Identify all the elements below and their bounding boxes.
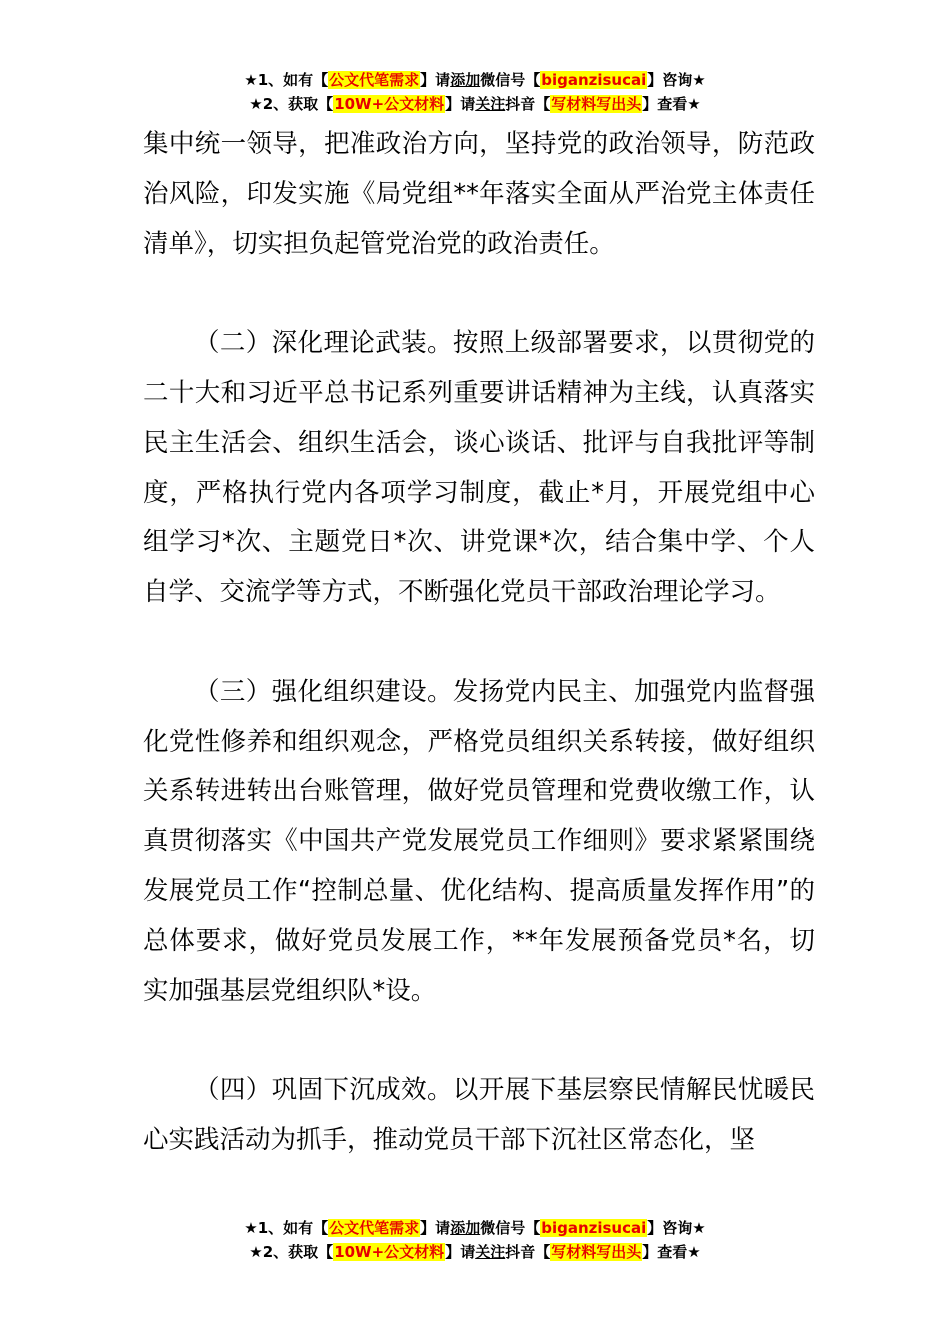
banner-text: ★2、获取【 <box>249 1243 334 1261</box>
banner-text: 微信号【 <box>480 71 541 89</box>
paragraph-organization: （三）强化组织建设。发扬党内民主、加强党内监督强化党性修养和组织观念，严格党员组织关系转接，做好组织关系转进转出台账管理，做好党员管理和党费收缴工作，认真贯彻落实《中国共产党发展党员工作细则》要求紧紧围绕发展党员工作“控制总量、优化结构、提高质量发挥作用”的总体要求，做好党员发展工作，**年发展预备党员*名，切实加强基层党组织队*设。 <box>143 676 815 1006</box>
banner-underlined: 添加 <box>450 71 481 89</box>
paragraph-gap <box>143 269 815 319</box>
banner-line-1 <box>0 68 950 92</box>
banner-highlight: 写材料写出头 <box>551 1243 642 1261</box>
banner-text: 抖音【 <box>505 95 551 113</box>
footer-banner <box>0 1216 950 1264</box>
banner-text: 】请 <box>445 95 476 113</box>
banner-highlight: 公文代笔需求 <box>329 71 420 89</box>
banner-underlined: 关注 <box>475 1243 506 1261</box>
banner-text: 】咨询★ <box>647 71 706 89</box>
banner-line-2 <box>0 92 950 116</box>
banner-text: 微信号【 <box>480 1219 541 1237</box>
banner-text: ★2、获取【 <box>249 95 334 113</box>
banner-highlight: 10W+公文材料 <box>334 1243 445 1261</box>
banner-text: 】查看★ <box>642 1243 701 1261</box>
banner-line-1 <box>0 1216 950 1240</box>
banner-underlined: 添加 <box>450 1219 481 1237</box>
banner-text: ★1、如有【 <box>244 71 329 89</box>
header-banner <box>0 68 950 116</box>
paragraph-gap <box>143 1016 815 1066</box>
banner-highlight: 公文代笔需求 <box>329 1219 420 1237</box>
paragraph-theory: （二）深化理论武装。按照上级部署要求，以贯彻党的二十大和习近平总书记系列重要讲话精神为主线，认真落实民主生活会、组织生活会，谈心谈话、批评与自我批评等制度，严格执行党内各项学习制度，截止*月，开展党组中心组学习*次、主题党日*次、讲党课*次，结合集中学、个人自学、交流学等方式，不断强化党员干部政治理论学习。 <box>143 328 815 608</box>
paragraph-grassroots: （四）巩固下沉成效。以开展下基层察民情解民忧暖民心实践活动为抓手，推动党员干部下沉社区常态化，坚 <box>143 1075 815 1155</box>
banner-highlight: biganzisucai <box>541 71 647 89</box>
banner-text: 抖音【 <box>505 1243 551 1261</box>
banner-highlight: 写材料写出头 <box>551 95 642 113</box>
banner-line-2 <box>0 1240 950 1264</box>
banner-highlight: 10W+公文材料 <box>334 95 445 113</box>
banner-highlight: biganzisucai <box>541 1219 647 1237</box>
banner-text: 】请 <box>420 71 451 89</box>
banner-text: 】请 <box>445 1243 476 1261</box>
banner-text: 】查看★ <box>642 95 701 113</box>
banner-text: 】咨询★ <box>647 1219 706 1237</box>
paragraph-gap <box>143 618 815 668</box>
paragraph-continuation: 集中统一领导，把准政治方向，坚持党的政治领导，防范政治风险，印发实施《局党组**年落实全面从严治党主体责任清单》，切实担负起管党治党的政治责任。 <box>143 129 815 259</box>
banner-underlined: 关注 <box>475 95 506 113</box>
banner-text: ★1、如有【 <box>244 1219 329 1237</box>
document-body <box>143 120 815 1166</box>
banner-text: 】请 <box>420 1219 451 1237</box>
